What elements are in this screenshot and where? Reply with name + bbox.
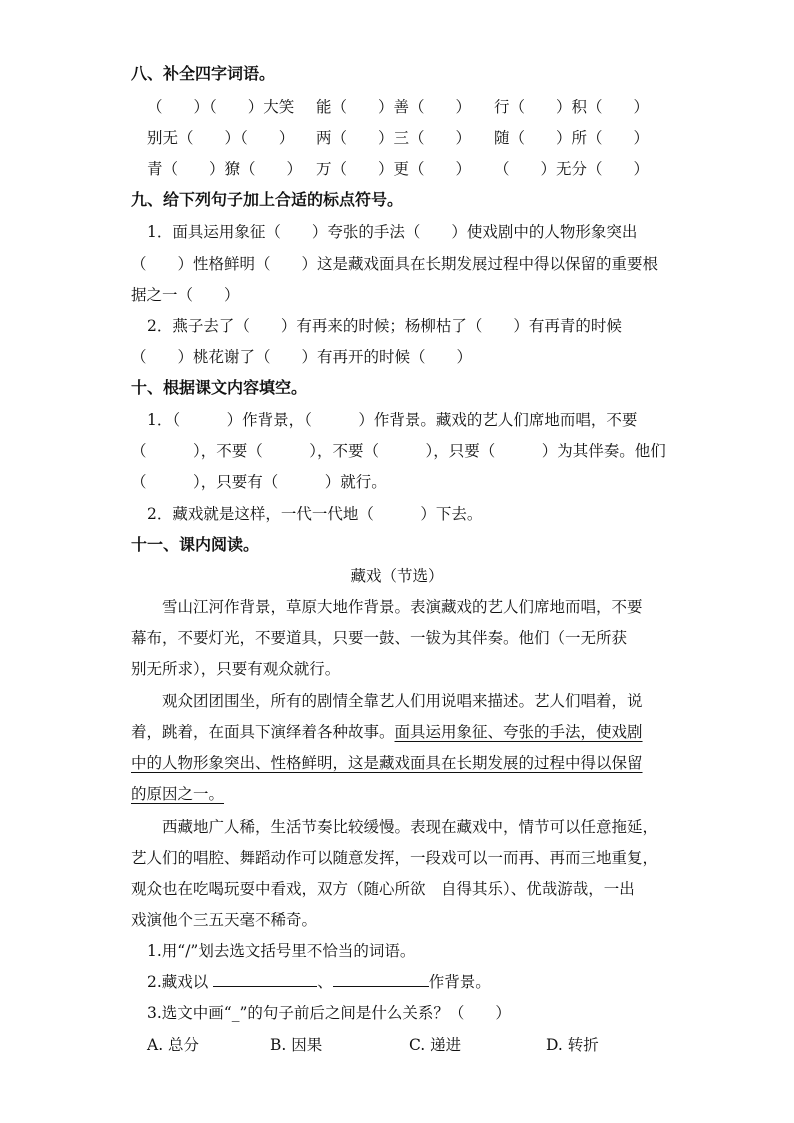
option-c[interactable]: C. 递进 (409, 1036, 462, 1054)
passage-line: 幕布，不要灯光，不要道具，只要一鼓、一钹为其伴奏。他们（一无所获 (131, 629, 628, 647)
option-d[interactable]: D. 转折 (546, 1036, 599, 1054)
fill-q1-line: 1．（ ）作背景，（ ）作背景。藏戏的艺人们席地而唱，不要 (147, 411, 638, 429)
reading-q1: 1.用“/”划去选文括号里不恰当的词语。 (147, 942, 416, 960)
answer-blank[interactable] (333, 972, 429, 987)
reading-q2-prefix: 2.藏戏以 (147, 973, 209, 991)
punctuation-q1-line: （ ）性格鲜明（ ）这是藏戏面具在长期发展过程中得以保留的重要根 (131, 255, 659, 273)
underlined-sentence: 的原因之一。 (131, 785, 225, 803)
passage-title: 藏戏（节选） (350, 567, 444, 585)
section-8-heading: 八、补全四字词语。 (131, 64, 276, 83)
reading-q2 (147, 972, 491, 992)
passage-line: 艺人们的唱腔、舞蹈动作可以随意发挥，一段戏可以一而再、再而三地重复， (131, 849, 659, 867)
passage-plain-text: 着，跳着，在面具下演绎着各种故事。 (131, 723, 395, 741)
punctuation-q2-line: （ ）桃花谢了（ ）有再开的时候（ ） (131, 348, 473, 366)
underlined-sentence: 中的人物形象突出、性格鲜明，这是藏戏面具在长期发展的过程中得以保留 (131, 754, 643, 772)
idiom-cell: （ ）（ ）大笑 (147, 98, 295, 116)
idiom-cell: 两（ ）三（ ） (316, 129, 472, 147)
idiom-cell: 万（ ）更（ ） (316, 160, 472, 178)
idiom-cell: 别无（ ）（ ） (147, 129, 295, 147)
option-b[interactable]: B. 因果 (270, 1036, 323, 1054)
reading-q3: 3.选文中画“_”的句子前后之间是什么关系？（ ） (147, 1004, 511, 1022)
punctuation-q1-line: 据之一（ ） (131, 286, 240, 304)
idiom-cell: 随（ ）所（ ） (494, 129, 650, 147)
idiom-cell: （ ）无分（ ） (494, 160, 650, 178)
fill-q1-line: （ ），不要（ ），不要（ ），只要（ ）为其伴奏。他们 (131, 442, 666, 460)
passage-line (131, 722, 643, 742)
fill-q2-line: 2．藏戏就是这样，一代一代地（ ）下去。 (147, 505, 483, 523)
option-a[interactable]: A. 总分 (147, 1036, 200, 1054)
passage-line: 别无所求），只要有观众就行。 (131, 660, 341, 678)
punctuation-q1-line: 1．面具运用象征（ ）夸张的手法（ ）使戏剧中的人物形象突出 (147, 223, 638, 241)
section-11-heading: 十一、课内阅读。 (131, 535, 260, 554)
idiom-cell: 能（ ）善（ ） (316, 98, 472, 116)
passage-line: 雪山江河作背景，草原大地作背景。表演藏戏的艺人们席地而唱，不要 (162, 598, 643, 616)
idiom-cell: 青（ ）獠（ ） (147, 160, 303, 178)
answer-blank[interactable] (213, 972, 317, 987)
passage-line: 观众也在吃喝玩耍中看戏，双方（随心所欲 自得其乐）、优哉游哉，一出 (131, 880, 635, 898)
section-9-heading: 九、给下列句子加上合适的标点符号。 (131, 190, 404, 209)
reading-q2-separator: 、 (317, 973, 333, 991)
passage-line: 观众团团围坐，所有的剧情全靠艺人们用说唱来描述。艺人们唱着，说 (162, 692, 643, 710)
punctuation-q2-line: 2．燕子去了（ ）有再来的时候；杨柳枯了（ ）有再青的时候 (147, 317, 622, 335)
section-10-heading: 十、根据课文内容填空。 (131, 378, 308, 397)
underlined-sentence: 面具运用象征、夸张的手法，使戏剧 (394, 723, 643, 741)
fill-q1-line: （ ），只要有（ ）就行。 (131, 473, 387, 491)
idiom-cell: 行（ ）积（ ） (494, 98, 650, 116)
passage-line: 西藏地广人稀，生活节奏比较缓慢。表现在藏戏中，情节可以任意拖延， (162, 818, 659, 836)
reading-q2-suffix: 作背景。 (428, 973, 491, 991)
passage-line: 戏演他个三五天毫不稀奇。 (131, 911, 318, 929)
